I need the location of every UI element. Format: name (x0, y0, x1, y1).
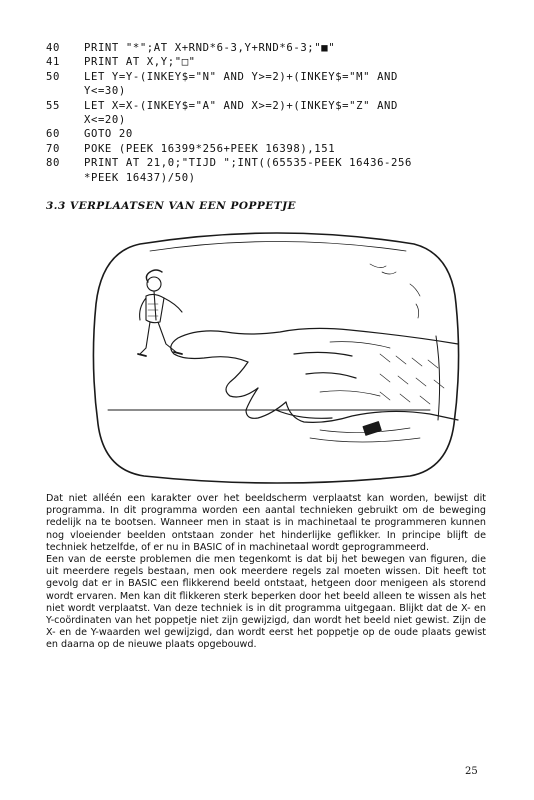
code-statement: *PEEK 16437)/50) (84, 171, 196, 184)
code-statement: POKE (PEEK 16399*256+PEEK 16398),151 (84, 142, 336, 155)
code-line (46, 113, 412, 127)
hand-and-figure-illustration (80, 224, 474, 484)
paragraph: Dat niet alléén een karakter over het beeldscherm verplaatst kan worden, bewijst dit programma. In dit programma worden een aantal technieken gebruikt om de beweging redelijk na te bootsen. Wanneer men in staat is in machinetaal te programmeren kunnen nog vloeiender beelden ontstaan zonder het hinderlijke geflikker. In principe blijft de techniek hetzelfde, of er nu in BASIC of in machinetaal wordt geprogrammeerd. (46, 493, 486, 553)
code-statement: PRINT AT X,Y;"□" (84, 56, 196, 69)
code-statement: X<=20) (84, 114, 126, 127)
line-number: 80 (46, 157, 60, 170)
section-heading: 3.3 VERPLAATSEN VAN EEN POPPETJE (46, 200, 297, 212)
line-number: 41 (46, 56, 60, 69)
little-man-figure (138, 270, 182, 356)
body-text (46, 493, 486, 652)
line-number: 70 (46, 142, 60, 155)
hand-icon (171, 328, 458, 442)
code-statement: PRINT AT 21,0;"TIJD ";INT((65535-PEEK 16436-256 (84, 157, 412, 170)
code-statement: LET X=X-(INKEY$="A" AND X>=2)+(INKEY$="Z" AND (84, 99, 399, 112)
line-number: 50 (46, 70, 60, 83)
code-line (46, 142, 412, 156)
page-number: 25 (465, 766, 478, 777)
code-line (46, 171, 412, 185)
line-number: 55 (46, 99, 60, 112)
line-number: 40 (46, 42, 60, 54)
code-line (46, 70, 412, 84)
tv-screen-outline (93, 233, 458, 483)
code-line (46, 41, 412, 55)
line-number (46, 171, 84, 185)
code-line (46, 99, 412, 113)
code-line (46, 156, 412, 170)
line-number (46, 113, 84, 127)
code-line (46, 84, 412, 98)
code-line (46, 127, 412, 141)
code-line (46, 55, 412, 69)
code-statement: GOTO 20 (84, 128, 133, 141)
paragraph: Een van de eerste problemen die men tegenkomt is dat bij het bewegen van figuren, die uit meerdere regels bestaan, men ook meerdere regels zal moeten wissen. Dit heeft tot gevolg dat er in BASIC een flikkerend beeld ontstaat, hetgeen door menigeen als storend wordt ervaren. Men kan dit flikkeren sterk beperken door het beeld alleen te wissen als het niet wordt verplaatst. Van deze techniek is in dit programma uitgegaan. Blijkt dat de X- en Y-coördinaten van het poppetje niet zijn gewijzigd, dan wordt het beeld niet gewist. Zijn de X- en de Y-waarden wel gewijzigd, dan wordt eerst het poppetje op de oude plaats gewist en daarna op de nieuwe plaats opgebouwd. (46, 554, 486, 651)
code-statement: Y<=30) (84, 85, 126, 98)
code-statement: LET Y=Y-(INKEY$="N" AND Y>=2)+(INKEY$="M" AND (84, 70, 399, 83)
line-number (46, 84, 84, 98)
line-number: 60 (46, 128, 60, 141)
code-listing (46, 41, 412, 185)
code-statement: PRINT "*";AT X+RND*6-3,Y+RND*6-3;"■" (84, 42, 336, 54)
